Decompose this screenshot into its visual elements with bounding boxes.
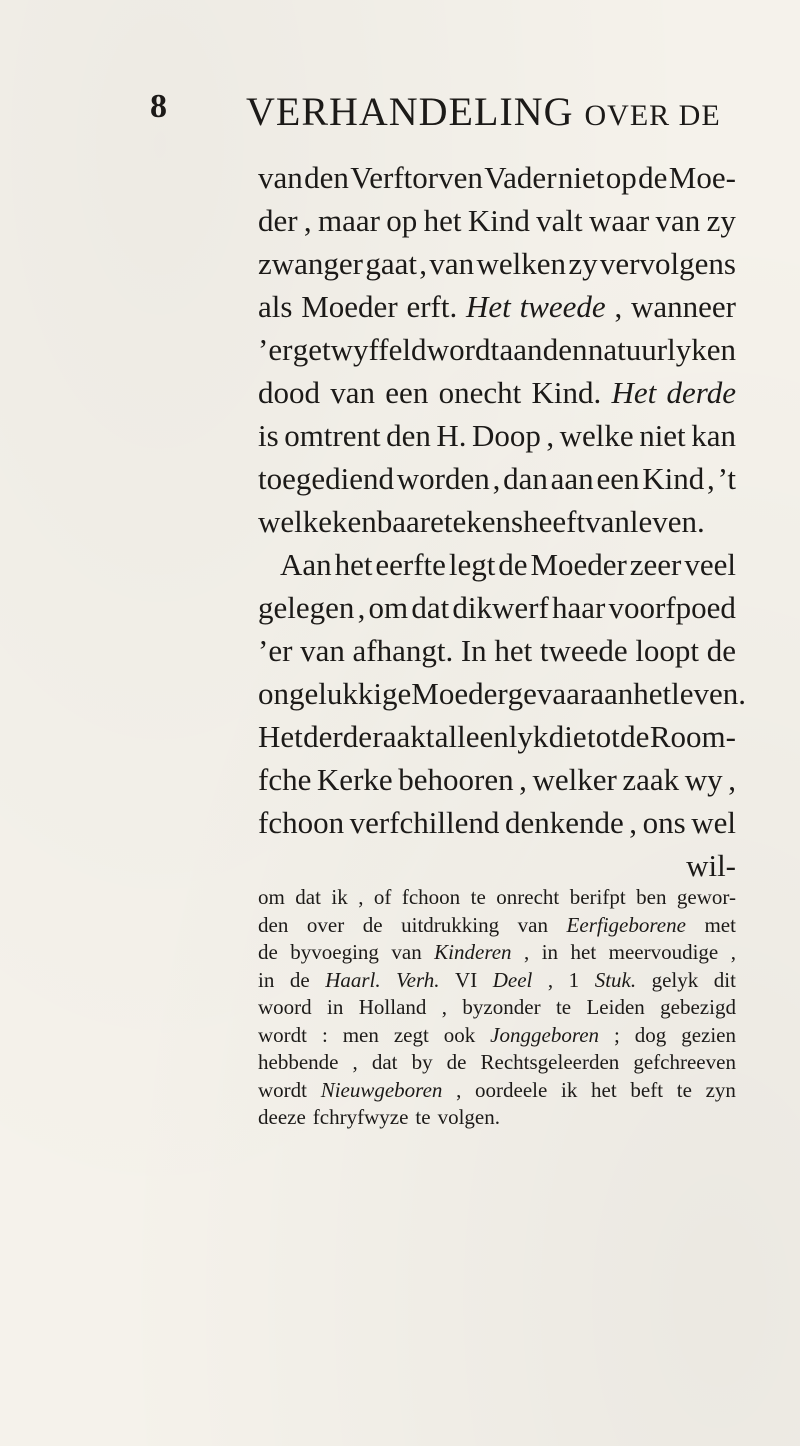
word: ben <box>636 885 667 909</box>
word: , <box>707 461 715 496</box>
word: leven. <box>671 676 747 711</box>
word: om <box>368 590 409 625</box>
word: Moe- <box>668 160 736 195</box>
word: verfchillend <box>349 805 500 840</box>
word: eerfte <box>375 547 446 582</box>
word: leven. <box>629 504 705 539</box>
word: ’t <box>717 461 736 496</box>
word: voorfpoed <box>608 590 736 625</box>
word: Eerfigeborene <box>566 912 686 937</box>
word: , <box>357 590 366 625</box>
word: omtrent <box>284 418 381 453</box>
word: legt <box>448 547 496 582</box>
word: den <box>386 418 431 453</box>
word: welker <box>532 762 617 797</box>
word: , <box>730 940 736 964</box>
word: de <box>638 160 668 195</box>
word: het <box>633 676 672 711</box>
word: tekens <box>443 504 524 539</box>
word: gaat <box>365 246 417 281</box>
word: raakt <box>372 719 435 754</box>
word: Haarl. <box>325 967 381 992</box>
word: ongelukkige <box>258 676 412 711</box>
word: haar <box>551 590 606 625</box>
text-line <box>258 758 736 801</box>
word: H. <box>436 418 467 453</box>
word: ; <box>613 1022 620 1047</box>
word: zy <box>568 246 598 281</box>
footnote-line <box>258 939 736 967</box>
catchword: wil- <box>686 848 736 883</box>
word: wel <box>691 805 736 840</box>
word: op <box>605 160 637 195</box>
word: ik <box>561 1077 578 1102</box>
text-line <box>258 156 736 199</box>
word: valt <box>536 203 583 238</box>
word: , <box>303 203 312 238</box>
word: Vader <box>484 160 557 195</box>
word: het <box>494 633 533 668</box>
word: byvoeging <box>290 940 379 964</box>
word: de <box>620 719 650 754</box>
word: het <box>334 547 373 582</box>
word: Doop <box>472 418 541 453</box>
word: dan <box>503 461 548 496</box>
text-line <box>258 672 747 715</box>
text-line <box>258 543 736 586</box>
word: zwanger <box>258 246 363 281</box>
word: denkende <box>504 805 624 840</box>
word: om <box>258 885 285 909</box>
word: dood <box>258 375 320 410</box>
word: volgen. <box>437 1105 500 1129</box>
text-line <box>258 586 736 629</box>
word: een <box>385 375 429 410</box>
text-line <box>258 371 736 414</box>
word: Verh. <box>396 967 440 992</box>
word: van <box>330 375 376 410</box>
word: dit <box>713 967 736 992</box>
footnote-line <box>258 1104 736 1132</box>
word: beft <box>630 1077 664 1102</box>
word: in <box>541 940 559 964</box>
word: van <box>300 633 345 668</box>
word: fche <box>258 762 312 797</box>
word: fchryfwyze <box>312 1105 409 1129</box>
word: erft. <box>406 289 458 324</box>
word: ook <box>443 1022 476 1047</box>
word: tot <box>587 719 620 754</box>
word: , <box>519 762 527 797</box>
word: zeer <box>629 547 682 582</box>
word: dikwerf <box>452 590 549 625</box>
word: , <box>728 762 736 797</box>
word: te <box>415 1105 431 1129</box>
text-line <box>258 629 736 672</box>
word: aan <box>590 676 634 711</box>
word: de <box>498 547 528 582</box>
word: wy <box>684 762 723 797</box>
word: het <box>591 1077 617 1102</box>
word: : <box>321 1022 328 1047</box>
text-line <box>258 457 736 500</box>
word: zy <box>706 203 736 238</box>
word: 1 <box>568 967 580 992</box>
word: Het <box>611 375 657 410</box>
word: maar <box>318 203 380 238</box>
word: loopt <box>635 633 700 668</box>
word: den <box>542 332 588 367</box>
text-line <box>258 328 736 371</box>
word: den <box>258 912 289 937</box>
word: Kinderen <box>434 940 512 964</box>
word: VI <box>455 967 478 992</box>
text-line <box>258 285 736 328</box>
word: wordt <box>426 332 500 367</box>
word: gezien <box>681 1022 736 1047</box>
text-line <box>258 715 736 758</box>
word: Moeder <box>411 676 508 711</box>
page-header <box>150 88 750 138</box>
word: , <box>441 995 448 1019</box>
word: de <box>258 940 278 964</box>
running-head-title: VERHANDELING <box>246 89 574 134</box>
text-line <box>258 199 736 242</box>
word: in <box>258 967 275 992</box>
text-line <box>258 414 736 457</box>
word: zyn <box>705 1077 736 1102</box>
word: dat <box>411 590 450 625</box>
word: veel <box>684 547 736 582</box>
word: , <box>614 289 623 324</box>
word: met <box>704 912 736 937</box>
word: byzonder <box>462 995 541 1019</box>
word: Stuk. <box>594 967 637 992</box>
footnote-line <box>258 967 736 995</box>
word: onecht <box>438 375 522 410</box>
word: kan <box>691 418 736 453</box>
word: gelegen <box>258 590 355 625</box>
word: Rechtsgeleerden <box>480 1050 620 1074</box>
word: het <box>423 203 462 238</box>
word: over <box>306 912 345 937</box>
word: alleenlyk <box>434 719 549 754</box>
word: gevaar <box>507 676 591 711</box>
word: de <box>289 967 310 992</box>
word: meervoudige <box>608 940 719 964</box>
word: fchoon <box>401 885 461 909</box>
word: , <box>629 805 638 840</box>
word: heeft <box>523 504 586 539</box>
word: of <box>373 885 392 909</box>
word: te <box>676 1077 692 1102</box>
word: men <box>342 1022 379 1047</box>
word: niet <box>557 160 605 195</box>
word: niet <box>639 418 686 453</box>
word: worden <box>396 461 490 496</box>
word: te <box>555 995 572 1019</box>
word: Verftorven <box>350 160 483 195</box>
footnote-line <box>258 1077 736 1105</box>
word: woord <box>258 995 312 1019</box>
word: dog <box>634 1022 667 1047</box>
word: , <box>546 418 555 453</box>
word: oordeele <box>475 1077 548 1102</box>
main-text <box>258 156 747 887</box>
page-number: 8 <box>150 88 167 125</box>
word: Holland <box>358 995 427 1019</box>
word: de <box>362 912 383 937</box>
word: kenbaare <box>332 504 444 539</box>
word: van <box>429 246 475 281</box>
word: berifpt <box>569 885 626 909</box>
word: , <box>456 1077 462 1102</box>
footnote-line <box>258 994 736 1022</box>
word: van <box>585 504 630 539</box>
word: een <box>596 461 640 496</box>
text-line <box>258 500 736 543</box>
word: Moeder <box>301 289 398 324</box>
word: Het <box>466 289 511 324</box>
word: van <box>655 203 701 238</box>
word: ’er <box>258 633 293 668</box>
word: , <box>352 1050 358 1074</box>
word: toegediend <box>258 461 395 496</box>
word: ons <box>642 805 686 840</box>
footnote <box>258 884 736 1132</box>
word: ik <box>331 885 348 909</box>
word: dat <box>295 885 321 909</box>
word: te <box>470 885 486 909</box>
word: gelyk <box>651 967 699 992</box>
footnote-line <box>258 1022 736 1050</box>
word: , <box>358 885 364 909</box>
word: den <box>304 160 349 195</box>
text-line <box>258 801 736 844</box>
word: van <box>258 160 303 195</box>
word: derde <box>666 375 736 410</box>
footnote-line <box>258 1049 736 1077</box>
running-head-smallcaps: OVER DE <box>584 99 721 132</box>
word: fchoon <box>258 805 345 840</box>
word: zegt <box>393 1022 429 1047</box>
word: , <box>524 940 530 964</box>
word: Moeder <box>530 547 627 582</box>
word: aan <box>550 461 594 496</box>
word: vervolgens <box>599 246 736 281</box>
word: , <box>492 461 501 496</box>
word: wordt <box>258 1022 307 1047</box>
word: welke <box>258 504 333 539</box>
word: de <box>446 1050 467 1074</box>
word: gebezigd <box>660 995 736 1019</box>
word: , <box>419 246 428 281</box>
word: , <box>547 967 554 992</box>
word: Aan <box>280 547 332 582</box>
word: als <box>258 289 293 324</box>
word: is <box>258 418 279 453</box>
word: welken <box>476 246 566 281</box>
word: uitdrukking <box>401 912 500 937</box>
text-line <box>258 242 736 285</box>
word: aan <box>499 332 543 367</box>
word: ’er <box>258 332 293 367</box>
word: zaak <box>622 762 680 797</box>
word: de <box>706 633 736 668</box>
word: Deel <box>492 967 533 992</box>
word: tweede <box>539 633 628 668</box>
word: derde <box>303 719 372 754</box>
word: natuurlyken <box>587 332 736 367</box>
word: wordt <box>258 1077 307 1102</box>
word: wanneer <box>631 289 736 324</box>
word: gefchreeven <box>633 1050 736 1074</box>
word: Het <box>258 719 303 754</box>
running-head <box>246 88 721 135</box>
word: die <box>548 719 587 754</box>
word: Kind <box>642 461 705 496</box>
word: in <box>327 995 344 1019</box>
word: hebbende <box>258 1050 339 1074</box>
word: welke <box>559 418 634 453</box>
word: behooren <box>398 762 514 797</box>
word: Kind. <box>531 375 602 410</box>
word: het <box>570 940 597 964</box>
word: getwyffeld <box>292 332 427 367</box>
word: Nieuwgeboren <box>320 1077 443 1102</box>
word: onrecht <box>496 885 560 909</box>
word: afhangt. <box>352 633 454 668</box>
footnote-line <box>258 912 736 940</box>
word: Leiden <box>586 995 645 1019</box>
word: op <box>386 203 418 238</box>
word: van <box>391 940 422 964</box>
word: Kerke <box>316 762 393 797</box>
word: van <box>517 912 548 937</box>
word: tweede <box>519 289 606 324</box>
word: gewor- <box>676 885 736 909</box>
word: Kind <box>467 203 530 238</box>
footnote-line <box>258 884 736 912</box>
word: by <box>411 1050 433 1074</box>
word: der <box>258 203 298 238</box>
word: deeze <box>258 1105 306 1129</box>
word: waar <box>588 203 650 238</box>
word: Jonggeboren <box>490 1022 600 1047</box>
word: Room- <box>649 719 736 754</box>
word: dat <box>371 1050 398 1074</box>
word: In <box>460 633 487 668</box>
